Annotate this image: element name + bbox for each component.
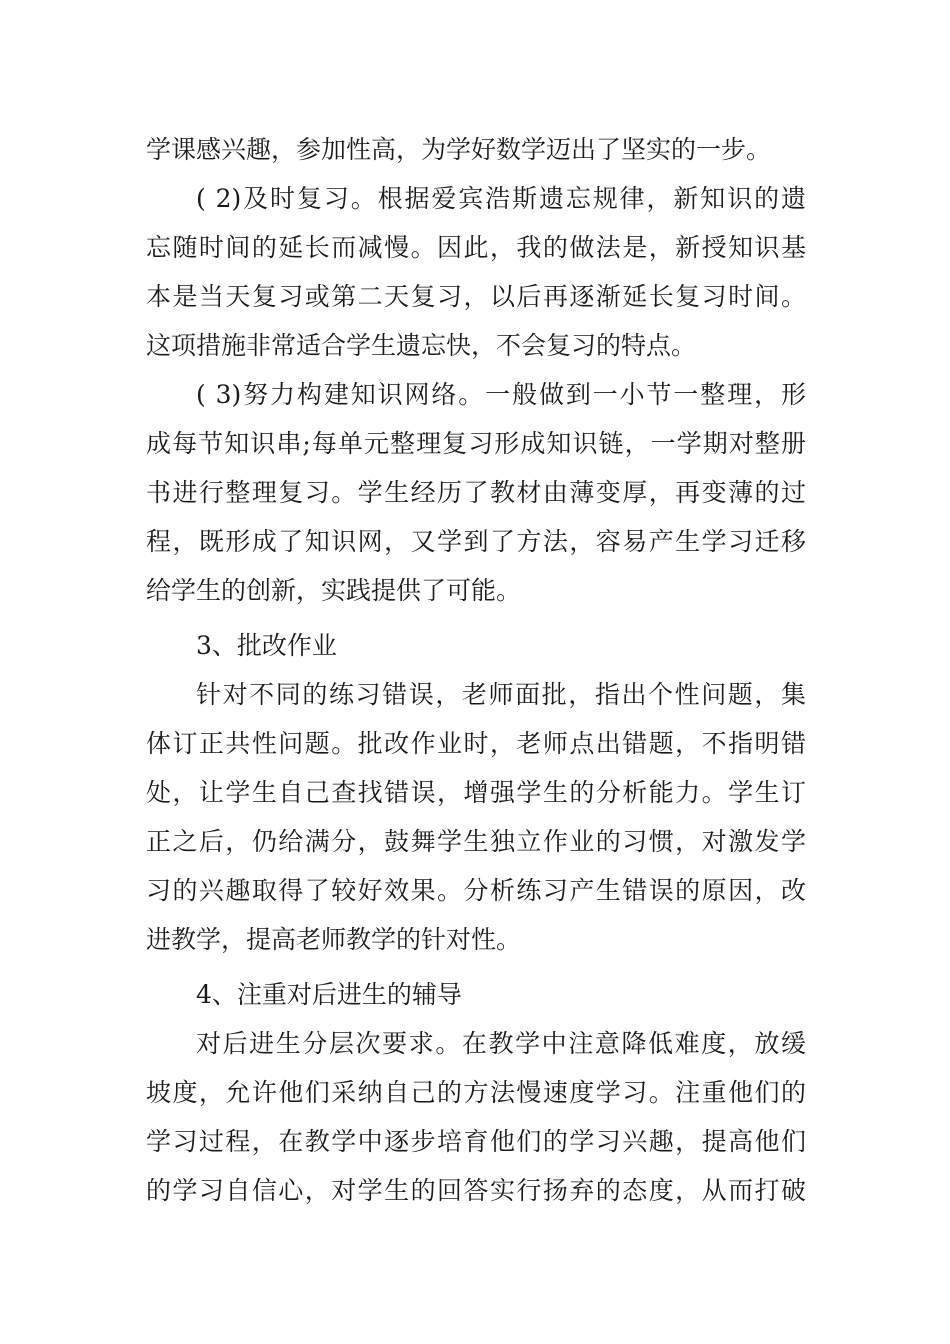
text-line: ( 3)努力构建知识网络。一般做到一小节一整理，形 <box>196 380 806 409</box>
text-line: 体订正共性问题。批改作业时，老师点出错题，不指明错 <box>146 729 806 758</box>
text-line: 正之后，仍给满分，鼓舞学生独立作业的习惯，对激发学 <box>146 827 806 856</box>
text-line: 给学生的创新，实践提供了可能。 <box>146 576 522 605</box>
section-heading: 3、批改作业 <box>196 631 337 660</box>
text-line: 本是当天复习或第二天复习，以后再逐渐延长复习时间。 <box>146 282 806 311</box>
section-heading: 4、注重对后进生的辅导 <box>196 980 462 1009</box>
text-line: 进教学，提高老师教学的针对性。 <box>146 925 522 954</box>
text-line: 书进行整理复习。学生经历了教材由薄变厚，再变薄的过 <box>146 478 806 507</box>
text-line: 学课感兴趣，参加性高，为学好数学迈出了坚实的一步。 <box>146 135 772 164</box>
text-line: 这项措施非常适合学生遗忘快，不会复习的特点。 <box>146 331 697 360</box>
text-line: 的学习自信心，对学生的回答实行扬弃的态度，从而打破 <box>146 1176 806 1205</box>
text-line: ( 2)及时复习。根据爱宾浩斯遗忘规律，新知识的遗 <box>196 184 806 213</box>
text-line: 习的兴趣取得了较好效果。分析练习产生错误的原因，改 <box>146 876 806 905</box>
text-line: 程，既形成了知识网，又学到了方法，容易产生学习迁移 <box>146 527 806 556</box>
text-line: 对后进生分层次要求。在教学中注意降低难度，放缓 <box>196 1029 806 1058</box>
text-line: 成每节知识串;每单元整理复习形成知识链，一学期对整册 <box>146 429 806 458</box>
text-line: 学习过程，在教学中逐步培育他们的学习兴趣，提高他们 <box>146 1127 806 1156</box>
text-line: 忘随时间的延长而减慢。因此，我的做法是，新授知识基 <box>146 233 806 262</box>
text-line: 处，让学生自己查找错误，增强学生的分析能力。学生订 <box>146 778 806 807</box>
text-line: 针对不同的练习错误，老师面批，指出个性问题，集 <box>196 680 806 709</box>
text-line: 坡度，允许他们采纳自己的方法慢速度学习。注重他们的 <box>146 1078 806 1107</box>
